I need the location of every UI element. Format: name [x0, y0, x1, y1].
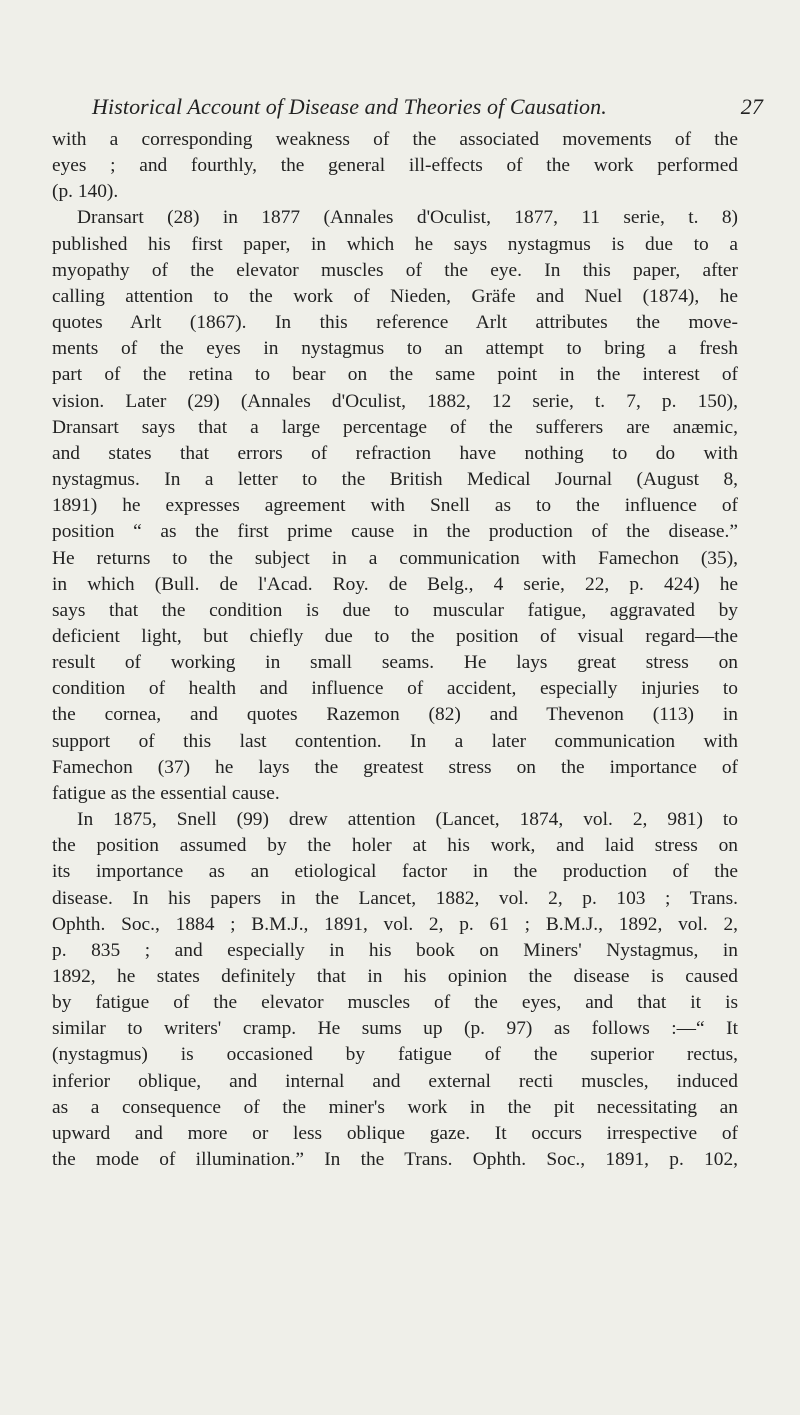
text-line: condition of health and influence of accident, especially injuries to — [52, 678, 738, 700]
text-line: Ophth. Soc., 1884 ; B.M.J., 1891, vol. 2, p. 61 ; B.M.J., 1892, vol. 2, — [52, 913, 738, 935]
text-line: upward and more or less oblique gaze. It occurs irrespective of — [52, 1122, 738, 1144]
text-line: published his first paper, in which he says nystagmus is due to a — [52, 233, 738, 255]
text-line: similar to writers' cramp. He sums up (p. 97) as follows :—“ It — [52, 1018, 738, 1040]
text-line: deficient light, but chiefly due to the position of visual regard—the — [52, 625, 738, 647]
text-line: Dransart says that a large percentage of the sufferers are anæmic, — [52, 416, 738, 438]
text-line: and states that errors of refraction have nothing to do with — [52, 442, 738, 464]
text-line: the cornea, and quotes Razemon (82) and Thevenon (113) in — [52, 704, 738, 726]
text-line: 1892, he states definitely that in his opinion the disease is caused — [52, 966, 738, 987]
text-line: by fatigue of the elevator muscles of the eyes, and that it is — [52, 992, 738, 1014]
text-line: p. 835 ; and especially in his book on Miners' Nystagmus, in — [52, 939, 738, 961]
body-text — [52, 127, 738, 1173]
text-line: He returns to the subject in a communication with Famechon (35), — [52, 547, 738, 569]
text-line: vision. Later (29) (Annales d'Oculist, 1882, 12 serie, t. 7, p. 150), — [52, 390, 738, 412]
text-line: result of working in small seams. He lays great stress on — [52, 652, 738, 674]
text-line: 1891) he expresses agreement with Snell as to the influence of — [52, 495, 738, 517]
text-line: nystagmus. In a letter to the British Medical Journal (August 8, — [52, 469, 738, 491]
text-line: in which (Bull. de l'Acad. Roy. de Belg., 4 serie, 22, p. 424) he — [52, 573, 738, 595]
text-line: the position assumed by the holer at his work, and laid stress on — [52, 835, 738, 857]
text-line: quotes Arlt (1867). In this reference Arlt attributes the move- — [52, 312, 738, 334]
text-line: inferior oblique, and internal and external recti muscles, induced — [52, 1070, 738, 1092]
text-line: myopathy of the elevator muscles of the eye. In this paper, after — [52, 259, 738, 281]
running-head — [92, 94, 763, 120]
text-line: (nystagmus) is occasioned by fatigue of the superior rectus, — [52, 1044, 738, 1066]
text-line: support of this last contention. In a later communication with — [52, 730, 738, 752]
text-line: (p. 140). — [52, 181, 119, 203]
text-line: position “ as the first prime cause in the production of the disease.” — [52, 521, 738, 543]
text-line: disease. In his papers in the Lancet, 1882, vol. 2, p. 103 ; Trans. — [52, 887, 738, 909]
text-line: calling attention to the work of Nieden, Gräfe and Nuel (1874), he — [52, 285, 738, 307]
text-line: Famechon (37) he lays the greatest stress on the importance of — [52, 756, 738, 778]
page-number: 27 — [740, 94, 763, 119]
running-head-title: Historical Account of Disease and Theories of Causation. — [92, 94, 607, 119]
text-line: Dransart (28) in 1877 (Annales d'Oculist, 1877, 11 serie, t. 8) — [77, 207, 738, 229]
text-line: the mode of illumination.” In the Trans. Ophth. Soc., 1891, p. 102, — [52, 1149, 738, 1171]
text-line: says that the condition is due to muscular fatigue, aggravated by — [52, 599, 738, 621]
text-line: ments of the eyes in nystagmus to an attempt to bring a fresh — [52, 338, 738, 360]
text-line: its importance as an etiological factor in the production of the — [52, 861, 738, 883]
text-line: with a corresponding weakness of the associated movements of the — [52, 129, 738, 150]
text-line: fatigue as the essential cause. — [52, 782, 280, 804]
text-line: part of the retina to bear on the same point in the interest of — [52, 364, 738, 386]
text-line: In 1875, Snell (99) drew attention (Lancet, 1874, vol. 2, 981) to — [77, 809, 738, 831]
text-line: eyes ; and fourthly, the general ill-effects of the work performed — [52, 155, 738, 177]
text-line: as a consequence of the miner's work in the pit necessitating an — [52, 1096, 738, 1118]
